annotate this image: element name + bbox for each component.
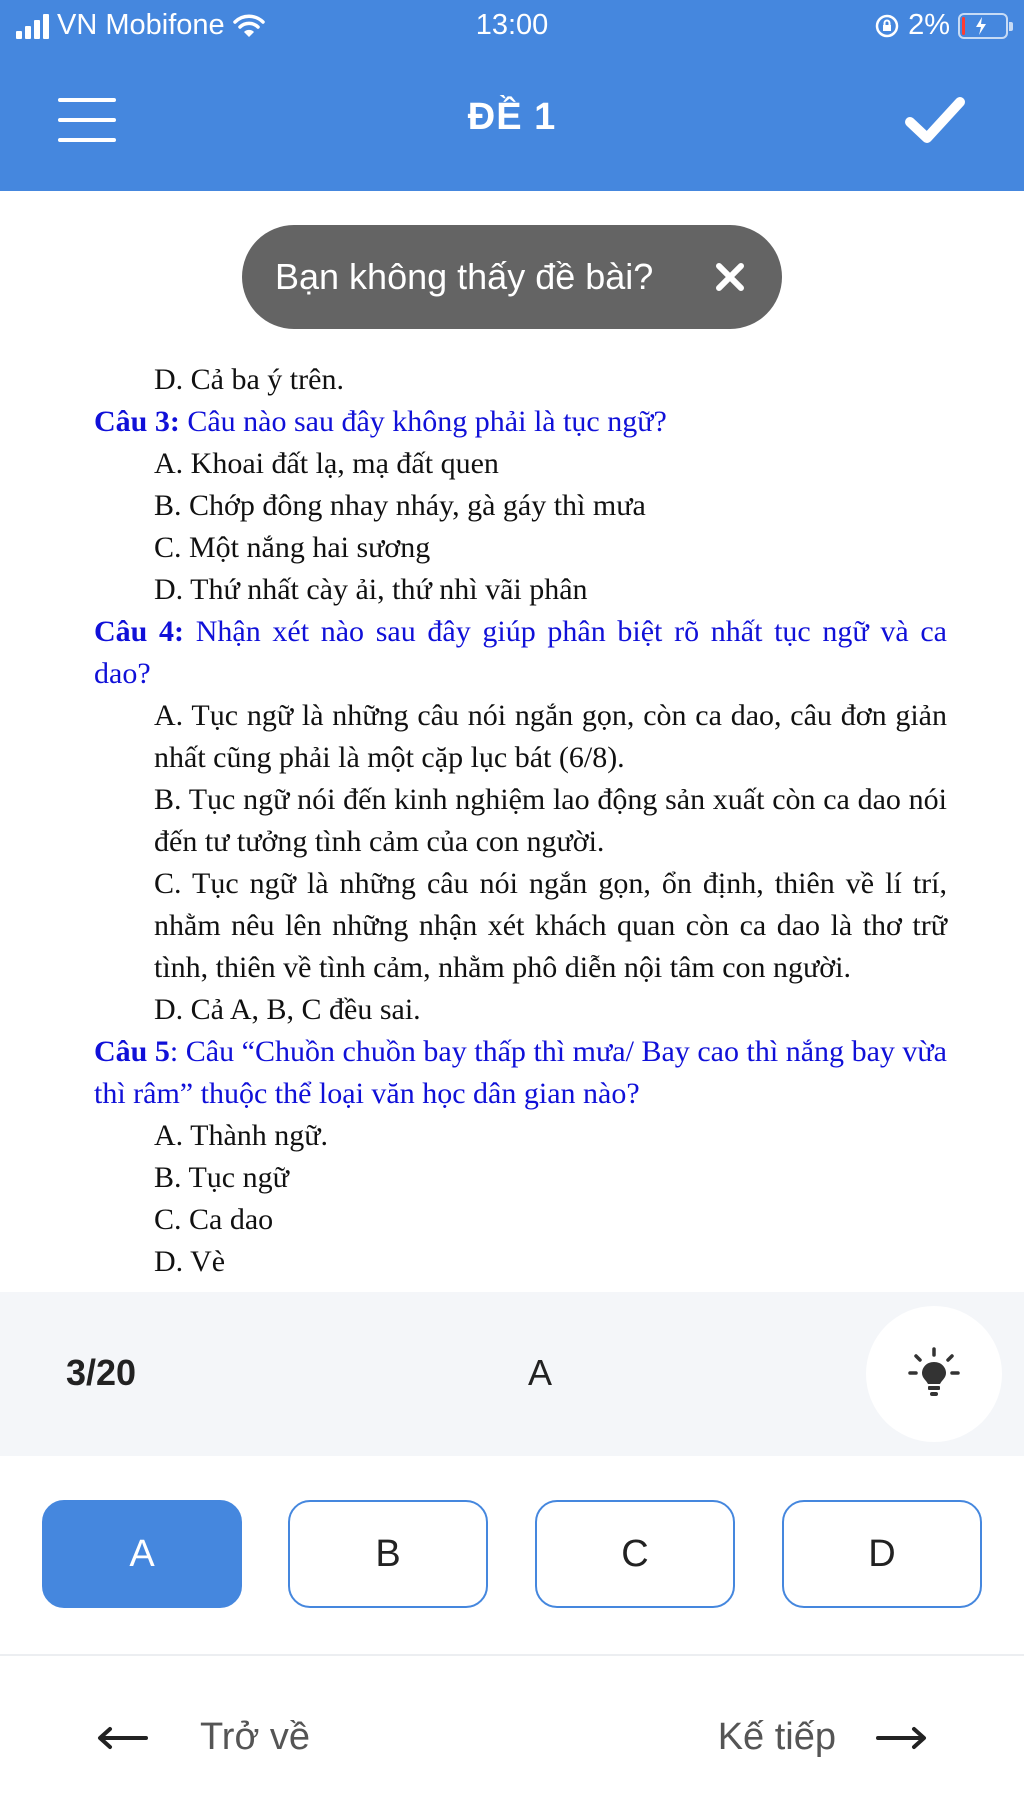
question-number: Câu 3: (94, 405, 180, 438)
toast-message: Bạn không thấy đề bài? (275, 256, 654, 297)
hint-button[interactable] (866, 1306, 1002, 1442)
answer-status-panel (0, 1292, 1024, 1456)
battery-group (874, 9, 1008, 42)
option-line: B. Tục ngữ (154, 1161, 289, 1194)
question-number: Câu 4: (94, 615, 185, 648)
question-content[interactable] (0, 191, 1024, 1292)
rotation-lock-icon (874, 13, 900, 39)
status-bar (0, 0, 1024, 50)
app-header (0, 0, 1024, 191)
lightbulb-icon (906, 1346, 962, 1402)
page-title: ĐỀ 1 (467, 96, 557, 138)
battery-percent: 2% (908, 9, 950, 41)
footer-nav (0, 1656, 1024, 1820)
answer-choices (0, 1456, 1024, 1654)
close-icon[interactable] (710, 257, 750, 297)
option-line: C. Ca dao (154, 1203, 274, 1236)
option-line: C. Một nắng hai sương (154, 531, 431, 564)
option-line: D. Cả ba ý trên. (154, 363, 344, 396)
answer-button-c[interactable]: C (535, 1500, 735, 1608)
question-line (94, 401, 947, 443)
option-line: A. Khoai đất lạ, mạ đất quen (154, 447, 499, 480)
question-number: Câu 5 (94, 1035, 170, 1068)
option-line: B. Tục ngữ nói đến kinh nghiệm lao động sản xuất còn ca dao nói đến tư tưởng tình cảm của con người. (154, 783, 947, 858)
option-line: D. Thứ nhất cày ải, thứ nhì vãi phân (154, 573, 588, 606)
clock: 13:00 (475, 9, 549, 41)
answer-button-d[interactable]: D (782, 1500, 982, 1608)
answer-button-a[interactable]: A (42, 1500, 242, 1608)
question-text: : Câu “Chuồn chuồn bay thấp thì mưa/ Bay cao thì nắng bay vừa thì râm” thuộc thể loại văn học dân gian nào? (94, 1035, 948, 1110)
missing-question-toast (242, 225, 782, 329)
option-line: A. Thành ngữ. (154, 1119, 329, 1152)
option-line: B. Chớp đông nhay nháy, gà gáy thì mưa (154, 489, 646, 522)
option-line: D. Vè (154, 1245, 226, 1278)
option-line: C. Tục ngữ là những câu nói ngắn gọn, ổn định, thiên về lí trí, nhằm nêu lên những nhận xét khách quan còn ca dao là thơ trữ tình, thiên về tình cảm, nhằm phô diễn nội tâm con người. (154, 867, 947, 984)
check-icon[interactable] (904, 94, 966, 146)
back-label: Trở về (200, 1716, 311, 1758)
option-line: A. Tục ngữ là những câu nói ngắn gọn, còn ca dao, câu đơn giản nhất cũng phải là một cặp lục bát (6/8). (154, 699, 947, 774)
nav-bar (0, 50, 1024, 191)
next-label: Kế tiếp (717, 1716, 836, 1758)
arrow-right-icon (876, 1725, 928, 1751)
arrow-left-icon (96, 1725, 148, 1751)
back-button[interactable] (96, 1716, 310, 1759)
question-text: Nhận xét nào sau đây giúp phân biệt rõ nhất tục ngữ và ca dao? (94, 615, 947, 690)
carrier-name: VN Mobifone (57, 9, 225, 41)
question-line (94, 611, 947, 695)
next-button[interactable] (718, 1716, 928, 1759)
question-line (94, 1031, 947, 1115)
battery-icon (958, 13, 1008, 39)
answer-button-b[interactable]: B (288, 1500, 488, 1608)
question-text: Câu nào sau đây không phải là tục ngữ? (179, 405, 667, 438)
question-document (94, 359, 947, 1283)
option-line: D. Cả A, B, C đều sai. (154, 993, 421, 1026)
selected-answer: A (527, 1352, 552, 1393)
question-counter: 3/20 (66, 1352, 137, 1393)
